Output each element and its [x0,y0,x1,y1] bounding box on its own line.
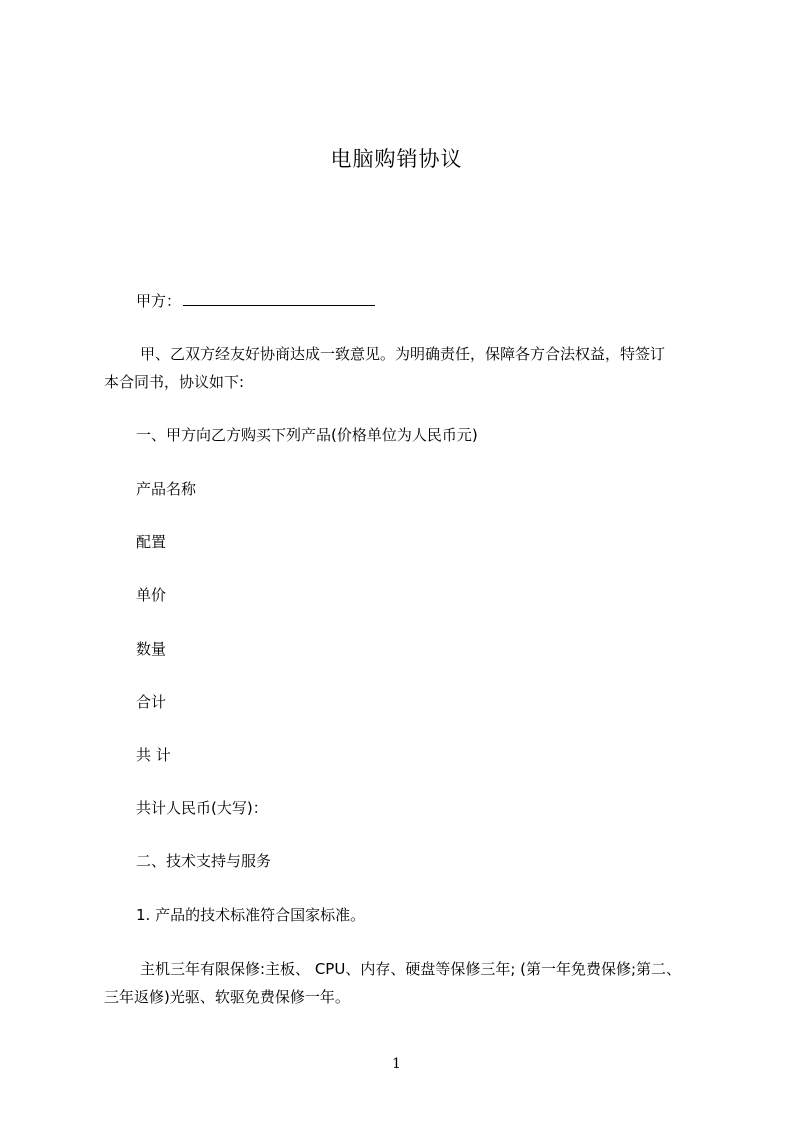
page-number: 1 [392,1056,401,1072]
field-total-rmb-uppercase: 共计人民币(大写)： [136,799,268,817]
party-a-line [136,291,375,311]
party-a-blank [183,291,375,306]
field-product-name: 产品名称 [136,480,197,498]
field-unit-price: 单价 [136,586,167,604]
intro-line-1: 甲、乙双方经友好协商达成一致意见。为明确责任，保障各方合法权益，特签订 [140,345,666,363]
section-1-heading: 一、甲方向乙方购买下列产品(价格单位为人民币元) [136,426,478,444]
item-1: 1. 产品的技术标准符合国家标准。 [136,906,366,924]
party-a-label: 甲方： [136,292,182,310]
intro-line-2: 本合同书，协议如下: [104,373,245,391]
document-title: 电脑购销协议 [330,147,463,171]
field-quantity: 数量 [136,640,167,658]
warranty-line-1: 主机三年有限保修:主板、 CPU、内存、硬盘等保修三年; (第一年免费保修;第二、 [140,960,682,978]
field-subtotal: 合计 [136,693,167,711]
warranty-line-2: 三年返修)光驱、软驱免费保修一年。 [104,988,350,1006]
field-total: 共 计 [136,746,171,764]
section-2-heading: 二、技术支持与服务 [136,852,272,870]
field-configuration: 配置 [136,533,167,551]
